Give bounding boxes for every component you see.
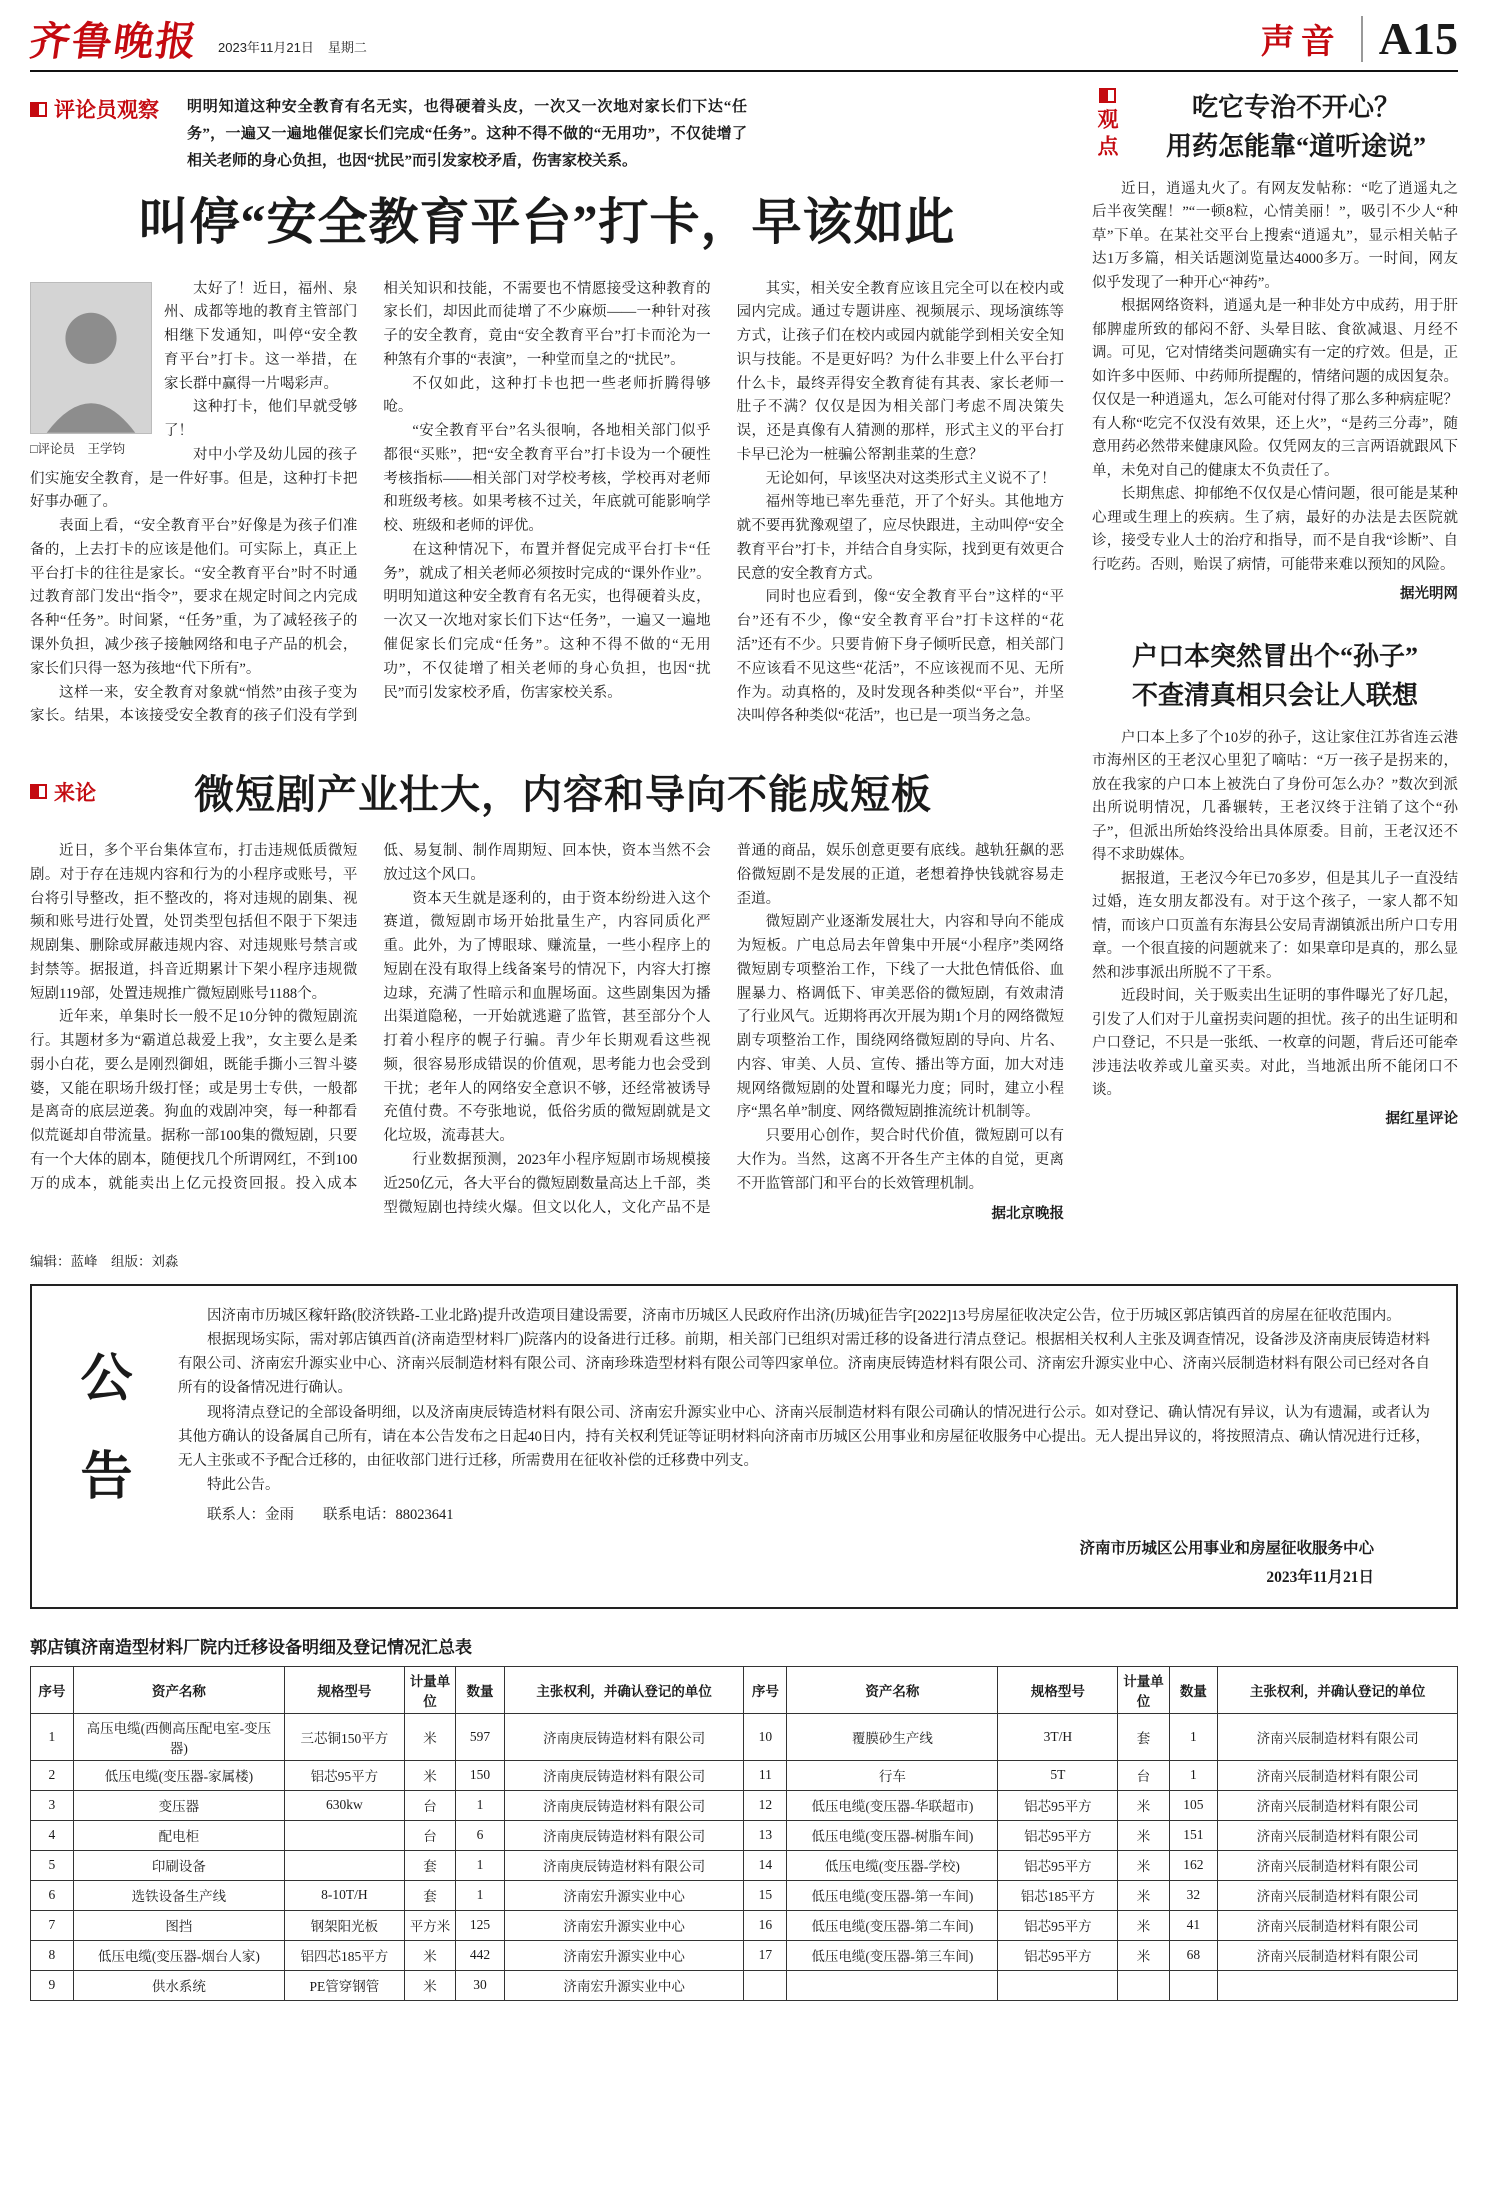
table-cell: 铝四芯185平方 xyxy=(284,1940,404,1970)
lailun-body xyxy=(30,840,1064,1226)
table-cell: 覆膜砂生产线 xyxy=(787,1713,998,1760)
table-cell: 铝芯95平方 xyxy=(998,1820,1118,1850)
table-cell: 1 xyxy=(1169,1760,1218,1790)
table-cell: 低压电缆(变压器-烟台人家) xyxy=(73,1940,284,1970)
paragraph: 现将清点登记的全部设备明细，以及济南庚辰铸造材料有限公司、济南宏升源实业中心、济南兴辰制造材料有限公司确认的情况进行公示。如对登记、确认情况有异议，认为有遗漏，或者认为其他方确认的设备属自己所有，请在本公告发布之日起40日内，持有关权利凭证等证明材料向济南市历城区公用事业和房屋征收服务中心提出。无人提出异议的，将按照清点、确认情况进行迁移，无人主张或不予配合迁移的，由征收部门进行迁移，所需费用在征收补偿的迁移费中列支。 xyxy=(178,1404,1430,1469)
paragraph: 近日，多个平台集体宣布，打击违规低质微短剧。对于存在违规内容和行为的小程序或账号，平台将引导整改，拒不整改的，将对违规的剧集、视频和账号进行处置，处罚类型包括但不限于下架违规剧集、删除或屏蔽违规内容、对违规账号禁言或封禁等。据报道，抖音近期累计下架小程序违规微短剧119部，处置违规推广微短剧账号1188个。 xyxy=(30,843,358,1002)
table-cell: 米 xyxy=(1118,1880,1169,1910)
paragraph: 在这种情况下，布置并督促完成平台打卡“任务”，就成了相关老师必须按时完成的“课外作业”。明明知道这种安全教育有名无实，也得硬着头皮，一次又一次地对家长们下达“任务”，一遍又一遍地催促家长们完成“任务”。这种不得不做的“无用功”，不仅徒增了相关老师的身心负担，也因“扰民”而引发家校矛盾，伤害家校关系。 xyxy=(383,541,711,701)
table-cell xyxy=(998,1970,1118,2000)
table-cell: 442 xyxy=(456,1940,505,1970)
table-cell: 铝芯95平方 xyxy=(998,1910,1118,1940)
viewpoint-article-2-title xyxy=(1092,637,1458,715)
table-row xyxy=(31,1970,1458,2000)
observer-headline: 叫停“安全教育平台”打卡，早该如此 xyxy=(138,194,956,250)
table-cell: 8 xyxy=(31,1940,74,1970)
observer-body xyxy=(30,278,1064,730)
table-header-cell: 数量 xyxy=(1169,1666,1218,1713)
viewpoint-head xyxy=(1092,88,1458,166)
table-cell: 铝芯95平方 xyxy=(998,1790,1118,1820)
table-cell: 套 xyxy=(404,1850,455,1880)
table-cell: 台 xyxy=(1118,1760,1169,1790)
table-cell xyxy=(1169,1970,1218,2000)
table-row xyxy=(31,1790,1458,1820)
observer-top xyxy=(30,94,1064,175)
title-line-1: 户口本突然冒出个“孙子” xyxy=(1131,641,1418,671)
table-cell: 济南兴辰制造材料有限公司 xyxy=(1218,1820,1458,1850)
viewpoint-article-1 xyxy=(1092,88,1458,607)
table-cell xyxy=(744,1970,787,2000)
masthead xyxy=(26,13,1458,72)
table-cell: 变压器 xyxy=(73,1790,284,1820)
table-cell: 台 xyxy=(404,1820,455,1850)
table-cell: 10 xyxy=(744,1713,787,1760)
page-content xyxy=(30,88,1458,1226)
paragraph: 无论如何，早该坚决对这类形式主义说不了！ xyxy=(765,470,1056,487)
notice-title xyxy=(52,1304,148,1592)
table-cell: 125 xyxy=(456,1910,505,1940)
paragraph: 微短剧产业逐渐发展壮大，内容和导向不能成为短板。广电总局去年曾集中开展“小程序”类网络微短剧专项整治工作，下线了一大批色情低俗、血腥暴力、格调低下、审美恶俗的微短剧，有效肃清了行业风气。近期将再次开展为期1个月的网络微短剧专项整治工作，围绕网络微短剧的导向、片名、内容、审美、人员、宣传、播出等方面，加大对违规网络微短剧的处置和曝光力度；同时，建立小程序“黑名单”制度、网络微短剧推流统计机制等。 xyxy=(736,914,1064,1121)
table-header-cell: 计量单位 xyxy=(1118,1666,1169,1713)
paragraph: “安全教育平台”名头很响，各地相关部门似乎都很“买账”，把“安全教育平台”打卡设为一个硬性考核指标——相关部门对学校考核，学校再对老师和班级考核。如果考核不过关，年底就可能影响学校、班级和老师的评优。 xyxy=(383,423,711,535)
table-cell: PE管穿钢管 xyxy=(284,1970,404,2000)
table-cell: 钢架阳光板 xyxy=(284,1910,404,1940)
table-cell: 150 xyxy=(456,1760,505,1790)
paragraph: 根据网络资料，逍遥丸是一种非处方中成药，用于肝郁脾虚所致的郁闷不舒、头晕目眩、食欲减退、月经不调。可见，它对情绪类问题确实有一定的疗效。但是，正如许多中医师、中药师所提醒的，情绪问题的成因复杂。仅仅是一种逍遥丸，怎么可能对付得了那么多种病症呢？有人称“吃完不仅没有效果，还上火”，“是药三分毒”，随意用药必然带来健康风险。仅凭网友的三言两语就跟风下单，未免对自己的健康太不负责任了。 xyxy=(1092,298,1458,479)
table-cell xyxy=(1218,1970,1458,2000)
notice-title-text: 公告 xyxy=(72,1350,129,1547)
table-cell: 9 xyxy=(31,1970,74,2000)
table-row xyxy=(31,1820,1458,1850)
observer-kicker xyxy=(30,94,159,124)
table-cell: 1 xyxy=(1169,1713,1218,1760)
assets-table-section xyxy=(30,1633,1458,2001)
paragraph: 福州等地已率先垂范，开了个好头。其他地方就不要再犹豫观望了，应尽快跟进，主动叫停“安全教育平台”打卡，并结合自身实际，找到更有效更合民意的安全教育方式。 xyxy=(736,494,1064,582)
paragraph: 据报道，王老汉今年已70多岁，但是其儿子一直没结过婚，连女朋友都没有。对于这个孩子，一家人都不知情，而该户口页盖有东海县公安局青湖镇派出所户口专用章。一个很直接的问题就来了：如果章印是真的，那么显然和涉事派出所脱不了干系。 xyxy=(1092,870,1458,981)
table-cell: 米 xyxy=(1118,1910,1169,1940)
date-text: 2023年11月21日 xyxy=(218,40,314,55)
paragraph: 长期焦虑、抑郁绝不仅仅是心情问题，很可能是某种心理或生理上的疾病。生了病，最好的办法是去医院就诊，接受专业人士的治疗和指导，而不是自我“诊断”、自行吃药。否则，贻误了病情，可能带来难以预知的风险。 xyxy=(1092,486,1458,573)
table-cell: 68 xyxy=(1169,1940,1218,1970)
paragraph: 特此公告。 xyxy=(207,1476,280,1493)
section-marker-icon xyxy=(1099,88,1116,103)
table-cell: 济南兴辰制造材料有限公司 xyxy=(1218,1880,1458,1910)
notice-main xyxy=(178,1304,1430,1592)
author-photo-figure xyxy=(30,282,152,460)
paragraph: 表面上看，“安全教育平台”好像是为孩子们准备的，上去打卡的应该是他们。可实际上，真正上平台打卡的往往是家长。“安全教育平台”时不时通过教育部门发出“指令”，要求在规定时间之内完成各种“任务”。时间紧，“任务”重，为了减轻孩子的课外负担，减少孩子接触网络和电子产品的机会，家长们只得一怒为孩地“代下所有”。 xyxy=(30,518,358,677)
table-cell: 济南宏升源实业中心 xyxy=(504,1940,744,1970)
table-cell: 低压电缆(变压器-第三车间) xyxy=(787,1940,998,1970)
lailun-article xyxy=(30,763,1064,1226)
table-cell: 选铁设备生产线 xyxy=(73,1880,284,1910)
table-cell: 11 xyxy=(744,1760,787,1790)
table-cell: 151 xyxy=(1169,1820,1218,1850)
table-cell: 套 xyxy=(1118,1713,1169,1760)
table-row xyxy=(31,1940,1458,1970)
notice-signature xyxy=(178,1534,1430,1593)
table-cell: 6 xyxy=(456,1820,505,1850)
table-cell: 济南庚辰铸造材料有限公司 xyxy=(504,1820,744,1850)
table-cell: 597 xyxy=(456,1713,505,1760)
table-cell: 台 xyxy=(404,1790,455,1820)
lailun-source: 据北京晚报 xyxy=(991,1205,1064,1222)
table-cell: 41 xyxy=(1169,1910,1218,1940)
table-cell: 低压电缆(变压器-第一车间) xyxy=(787,1880,998,1910)
paragraph: 行业数据预测，2023年小程序短剧市场规模接近250亿元，各大平台的微短剧数量高达上千部，类型微短剧也持续火爆。但文以化人，文化产品不是普通的商品，娱乐创意更要有底线。越轨狂飙的恶俗微短剧不是发展的正道，老想着挣快钱就容易走歪道。 xyxy=(383,843,1064,1216)
table-cell: 5T xyxy=(998,1760,1118,1790)
table-cell: 12 xyxy=(744,1790,787,1820)
paragraph: 其实，相关安全教育应该且完全可以在校内或园内完成。通过专题讲座、视频展示、现场演练等方式，让孩子们在校内或园内就能学到相关安全知识与技能。不是更好吗？为什么非要上什么平台打什么卡，最终弄得安全教育徒有其表、家长老师一肚子不满？仅仅是因为相关部门考虑不周决策失误，还是真像有人猜测的那样，形式主义的平台打卡早已沦为一桩骗公帑割韭菜的生意？ xyxy=(736,280,1064,463)
assets-table xyxy=(30,1666,1458,2001)
table-header-cell: 序号 xyxy=(744,1666,787,1713)
observer-article xyxy=(30,94,1064,729)
notice-body xyxy=(178,1304,1430,1497)
table-cell: 高压电缆(西侧高压配电室-变压器) xyxy=(73,1713,284,1760)
table-cell: 米 xyxy=(1118,1790,1169,1820)
section-marker-icon xyxy=(30,784,47,799)
left-column xyxy=(30,88,1064,1226)
table-cell xyxy=(284,1850,404,1880)
table-cell: 5 xyxy=(31,1850,74,1880)
paragraph: 近日，逍遥丸火了。有网友发帖称：“吃了逍遥丸之后半夜笑醒！”“一顿8粒，心情美丽！”，吸引不少人“种草”下单。在某社交平台上搜索“逍遥丸”，显示相关帖子达1万多篇，相关话题浏览量达4000多万。一时间，网友似乎发现了一种开心“神药”。 xyxy=(1092,181,1458,291)
paragraph: 近年来，单集时长一般不足10分钟的微短剧流行。其题材多为“霸道总裁爱上我”，女主要么是柔弱小白花，要么是刚烈御姐，既能手撕小三智斗婆婆，又能在职场升级打怪；或是男士专供，一般都是离奇的底层逆袭。狗血的戏剧冲突，每一种都看似荒诞却自带流量。据称一部100集的微短剧，只要有一个大体的剧本，随便找几个所谓网红，不到100万的成本，就能卖出上亿元投资回报。投入成本低、易复制、制作周期短、回本快，资本当然不会放过这个风口。 xyxy=(30,843,711,1192)
table-cell xyxy=(284,1820,404,1850)
table-cell: 13 xyxy=(744,1820,787,1850)
lailun-kicker xyxy=(30,777,96,807)
table-cell: 米 xyxy=(404,1940,455,1970)
table-cell: 米 xyxy=(404,1713,455,1760)
title-line-1: 吃它专治不开心？ xyxy=(1191,93,1400,122)
paragraph: 户口本上多了个10岁的孙子，这让家住江苏省连云港市海州区的王老汉心里犯了嘀咕：“万一孩子是拐来的，放在我家的户口本上被洗白了身份可怎么办？”数次到派出所说明情况，几番辗转，王老汉终于注销了这个“孙子”，但派出所始终没给出具体原委。目前，王老汉还不得不求助媒体。 xyxy=(1092,729,1458,864)
table-cell: 3T/H xyxy=(998,1713,1118,1760)
table-cell: 济南庚辰铸造材料有限公司 xyxy=(504,1760,744,1790)
table-header-cell: 资产名称 xyxy=(787,1666,998,1713)
table-cell: 32 xyxy=(1169,1880,1218,1910)
table-cell: 济南宏升源实业中心 xyxy=(504,1880,744,1910)
table-cell xyxy=(1118,1970,1169,2000)
viewpoint-label xyxy=(1092,88,1122,162)
table-header-cell: 规格型号 xyxy=(284,1666,404,1713)
table-header-row xyxy=(31,1666,1458,1713)
table-cell: 济南兴辰制造材料有限公司 xyxy=(1218,1790,1458,1820)
table-cell: 105 xyxy=(1169,1790,1218,1820)
table-cell: 印刷设备 xyxy=(73,1850,284,1880)
paragraph: 近段时间，关于贩卖出生证明的事件曝光了好几起，引发了人们对于儿童拐卖问题的担忧。孩子的出生证明和户口登记，不只是一张纸、一枚章的问题，背后还可能牵涉违法收养或儿童买卖。对此，当地派出所不能闭口不谈。 xyxy=(1092,988,1458,1098)
table-cell: 济南兴辰制造材料有限公司 xyxy=(1218,1940,1458,1970)
assets-table-body xyxy=(31,1713,1458,2000)
table-cell: 14 xyxy=(744,1850,787,1880)
table-row xyxy=(31,1910,1458,1940)
lailun-headline: 微短剧产业壮大，内容和导向不能成短板 xyxy=(194,772,932,818)
table-cell: 套 xyxy=(404,1880,455,1910)
table-cell: 17 xyxy=(744,1940,787,1970)
table-header-cell: 资产名称 xyxy=(73,1666,284,1713)
table-header-cell: 计量单位 xyxy=(404,1666,455,1713)
viewpoint-article-1-source: 据光明网 xyxy=(1400,586,1458,603)
table-cell: 162 xyxy=(1169,1850,1218,1880)
table-cell: 米 xyxy=(1118,1940,1169,1970)
paragraph: 因济南市历城区稼轩路(胶济铁路-工业北路)提升改造项目建设需要，济南市历城区人民政府作出济(历城)征告字[2022]13号房屋征收决定公告，位于历城区郭店镇西首的房屋在征收范围内。 xyxy=(207,1308,1401,1325)
table-cell: 4 xyxy=(31,1820,74,1850)
table-cell: 8-10T/H xyxy=(284,1880,404,1910)
table-row xyxy=(31,1713,1458,1760)
section-marker-icon xyxy=(30,102,47,117)
table-row xyxy=(31,1880,1458,1910)
table-cell: 图挡 xyxy=(73,1910,284,1940)
table-cell: 低压电缆(变压器-树脂车间) xyxy=(787,1820,998,1850)
table-header-cell: 规格型号 xyxy=(998,1666,1118,1713)
assets-table-title: 郭店镇济南造型材料厂院内迁移设备明细及登记情况汇总表 xyxy=(30,1637,472,1657)
table-cell: 630kw xyxy=(284,1790,404,1820)
table-cell: 济南宏升源实业中心 xyxy=(504,1970,744,2000)
table-cell: 济南兴辰制造材料有限公司 xyxy=(1218,1910,1458,1940)
title-line-2: 不查清真相只会让人联想 xyxy=(1131,680,1418,710)
table-cell: 1 xyxy=(31,1713,74,1760)
table-cell: 济南兴辰制造材料有限公司 xyxy=(1218,1713,1458,1760)
table-cell: 铝芯95平方 xyxy=(998,1940,1118,1970)
table-cell: 7 xyxy=(31,1910,74,1940)
notice-date: 2023年11月21日 xyxy=(1266,1569,1374,1587)
table-cell: 低压电缆(变压器-家属楼) xyxy=(73,1760,284,1790)
newspaper-logo: 齐鲁晚报 xyxy=(26,19,202,64)
viewpoint-article-1-body xyxy=(1092,178,1458,607)
observer-lede: 明明知道这种安全教育有名无实，也得硬着头皮，一次又一次地对家长们下达“任务”，一遍又一遍地催促家长们完成“任务”。这种不得不做的“无用功”，不仅徒增了相关老师的身心负担，也因“扰民”而引发家校矛盾，伤害家校关系。 xyxy=(187,99,747,169)
table-cell: 济南庚辰铸造材料有限公司 xyxy=(504,1713,744,1760)
table-cell: 米 xyxy=(404,1970,455,2000)
viewpoint-sidebar xyxy=(1092,88,1458,1226)
table-cell: 济南宏升源实业中心 xyxy=(504,1910,744,1940)
editors-line: 编辑：蓝峰 组版：刘淼 xyxy=(30,1254,179,1270)
table-header-cell: 主张权利，并确认登记的单位 xyxy=(504,1666,744,1713)
notice-org: 济南市历城区公用事业和房屋征收服务中心 xyxy=(1079,1539,1374,1557)
table-cell: 2 xyxy=(31,1760,74,1790)
viewpoint-article-2-body xyxy=(1092,727,1458,1132)
paragraph: 根据现场实际，需对郭店镇西首(济南造型材料厂)院落内的设备进行迁移。前期，相关部门已组织对需迁移的设备进行清点登记。根据相关权利人主张及调查情况，设备涉及济南庚辰铸造材料有限公司、济南宏升源实业中心、济南兴辰制造材料有限公司、济南珍珠造型材料有限公司等四家单位。济南庚辰铸造材料有限公司、济南宏升源实业中心、济南兴辰制造材料有限公司已经对各自所有的设备情况进行确认。 xyxy=(178,1332,1430,1397)
table-cell: 平方米 xyxy=(404,1910,455,1940)
table-cell: 1 xyxy=(456,1850,505,1880)
table-header-cell: 序号 xyxy=(31,1666,74,1713)
table-cell: 16 xyxy=(744,1910,787,1940)
viewpoint-label-text: 观点 xyxy=(1095,108,1119,162)
paragraph: 不仅如此，这种打卡也把一些老师折腾得够呛。 xyxy=(383,375,711,416)
table-header-cell: 数量 xyxy=(456,1666,505,1713)
table-cell: 30 xyxy=(456,1970,505,2000)
table-row xyxy=(31,1760,1458,1790)
paragraph: 只要用心创作，契合时代价值，微短剧可以有大作为。当然，这离不开各生产主体的自觉，更离不开监管部门和平台的长效管理机制。 xyxy=(736,1128,1064,1192)
table-header-cell: 主张权利，并确认登记的单位 xyxy=(1218,1666,1458,1713)
paragraph: 这种打卡，他们早就受够了！ xyxy=(164,399,358,440)
table-cell: 铝芯95平方 xyxy=(284,1760,404,1790)
paragraph: 对中小学及幼儿园的孩子们实施安全教育，是一件好事。但是，这种打卡把好事办砸了。 xyxy=(30,446,358,511)
weekday-text: 星期二 xyxy=(327,40,367,55)
table-cell: 配电柜 xyxy=(73,1820,284,1850)
table-cell: 米 xyxy=(1118,1820,1169,1850)
author-caption: □评论员 王学钧 xyxy=(30,441,126,456)
table-cell: 低压电缆(变压器-华联超市) xyxy=(787,1790,998,1820)
table-cell: 1 xyxy=(456,1790,505,1820)
title-line-2: 用药怎能靠“道听途说” xyxy=(1165,132,1426,161)
table-cell: 3 xyxy=(31,1790,74,1820)
table-cell: 米 xyxy=(404,1760,455,1790)
viewpoint-article-1-title xyxy=(1134,88,1458,166)
table-cell xyxy=(787,1970,998,2000)
viewpoint-article-2 xyxy=(1092,637,1458,1132)
page-number: A15 xyxy=(1361,16,1458,62)
dateline xyxy=(218,37,367,62)
paragraph: 同时也应看到，像“安全教育平台”这样的“平台”还有不少，像“安全教育平台”打卡这样的“花活”还有不少。只要肯俯下身子倾听民意，相关部门不应该看不见这些“花活”，不应该视而不见、无所作为。动真格的，及时发现各种类似“平台”，并坚决叫停各种类似“花活”，也已是一项当务之急。 xyxy=(736,589,1064,725)
table-cell: 行车 xyxy=(787,1760,998,1790)
section-name: 声音 xyxy=(1260,24,1341,61)
table-cell: 1 xyxy=(456,1880,505,1910)
table-row xyxy=(31,1850,1458,1880)
observer-kicker-label: 评论员观察 xyxy=(54,98,159,122)
table-cell: 6 xyxy=(31,1880,74,1910)
table-cell: 济南兴辰制造材料有限公司 xyxy=(1218,1760,1458,1790)
paragraph: 这样一来，安全教育对象就“悄然”由孩子变为家长。结果，本该接受安全教育的孩子们没有学到相关知识和技能，不需要也不情愿接受这种教育的家长们，却因此而徒增了不少麻烦——一种针对孩子的安全教育，竟由“安全教育平台”打卡而沦为一种煞有介事的“表演”，一种堂而皇之的“扰民”。 xyxy=(30,280,711,725)
table-cell: 济南庚辰铸造材料有限公司 xyxy=(504,1850,744,1880)
author-photo xyxy=(30,282,152,434)
table-cell: 供水系统 xyxy=(73,1970,284,2000)
notice-box xyxy=(30,1284,1458,1608)
table-cell: 低压电缆(变压器-第二车间) xyxy=(787,1910,998,1940)
table-cell: 三芯铜150平方 xyxy=(284,1713,404,1760)
table-cell: 铝芯185平方 xyxy=(998,1880,1118,1910)
table-cell: 低压电缆(变压器-学校) xyxy=(787,1850,998,1880)
lailun-head xyxy=(30,763,1064,820)
table-cell: 15 xyxy=(744,1880,787,1910)
paragraph: 资本天生就是逐利的，由于资本纷纷进入这个赛道，微短剧市场开始批量生产，内容同质化严重。此外，为了博眼球、赚流量，一些小程序上的短剧在没有取得上线备案号的情况下，内容大打擦边球，充满了性暗示和血腥场面。这些剧集因为播出渠道隐秘，一开始就逃避了监管，甚至部分个人打着小程序的幌子行骗。青少年长期观看这些视频，很容易形成错误的价值观，思考能力也会受到干扰；老年人的网络安全意识不够，还经常被诱导充值付费。不夸张地说，低俗劣质的微短剧就是文化垃圾，流毒甚大。 xyxy=(383,890,711,1145)
paragraph: 太好了！近日，福州、泉州、成都等地的教育主管部门相继下发通知，叫停“安全教育平台”打卡。这一举措，在家长群中赢得一片喝彩声。 xyxy=(164,280,358,392)
table-cell: 铝芯95平方 xyxy=(998,1850,1118,1880)
notice-contact: 联系人：金雨 联系电话：88023641 xyxy=(207,1506,454,1523)
lailun-kicker-label: 来论 xyxy=(54,780,96,805)
table-cell: 济南庚辰铸造材料有限公司 xyxy=(504,1790,744,1820)
table-cell: 米 xyxy=(1118,1850,1169,1880)
viewpoint-article-2-source: 据红星评论 xyxy=(1385,1111,1458,1128)
table-cell: 济南兴辰制造材料有限公司 xyxy=(1218,1850,1458,1880)
